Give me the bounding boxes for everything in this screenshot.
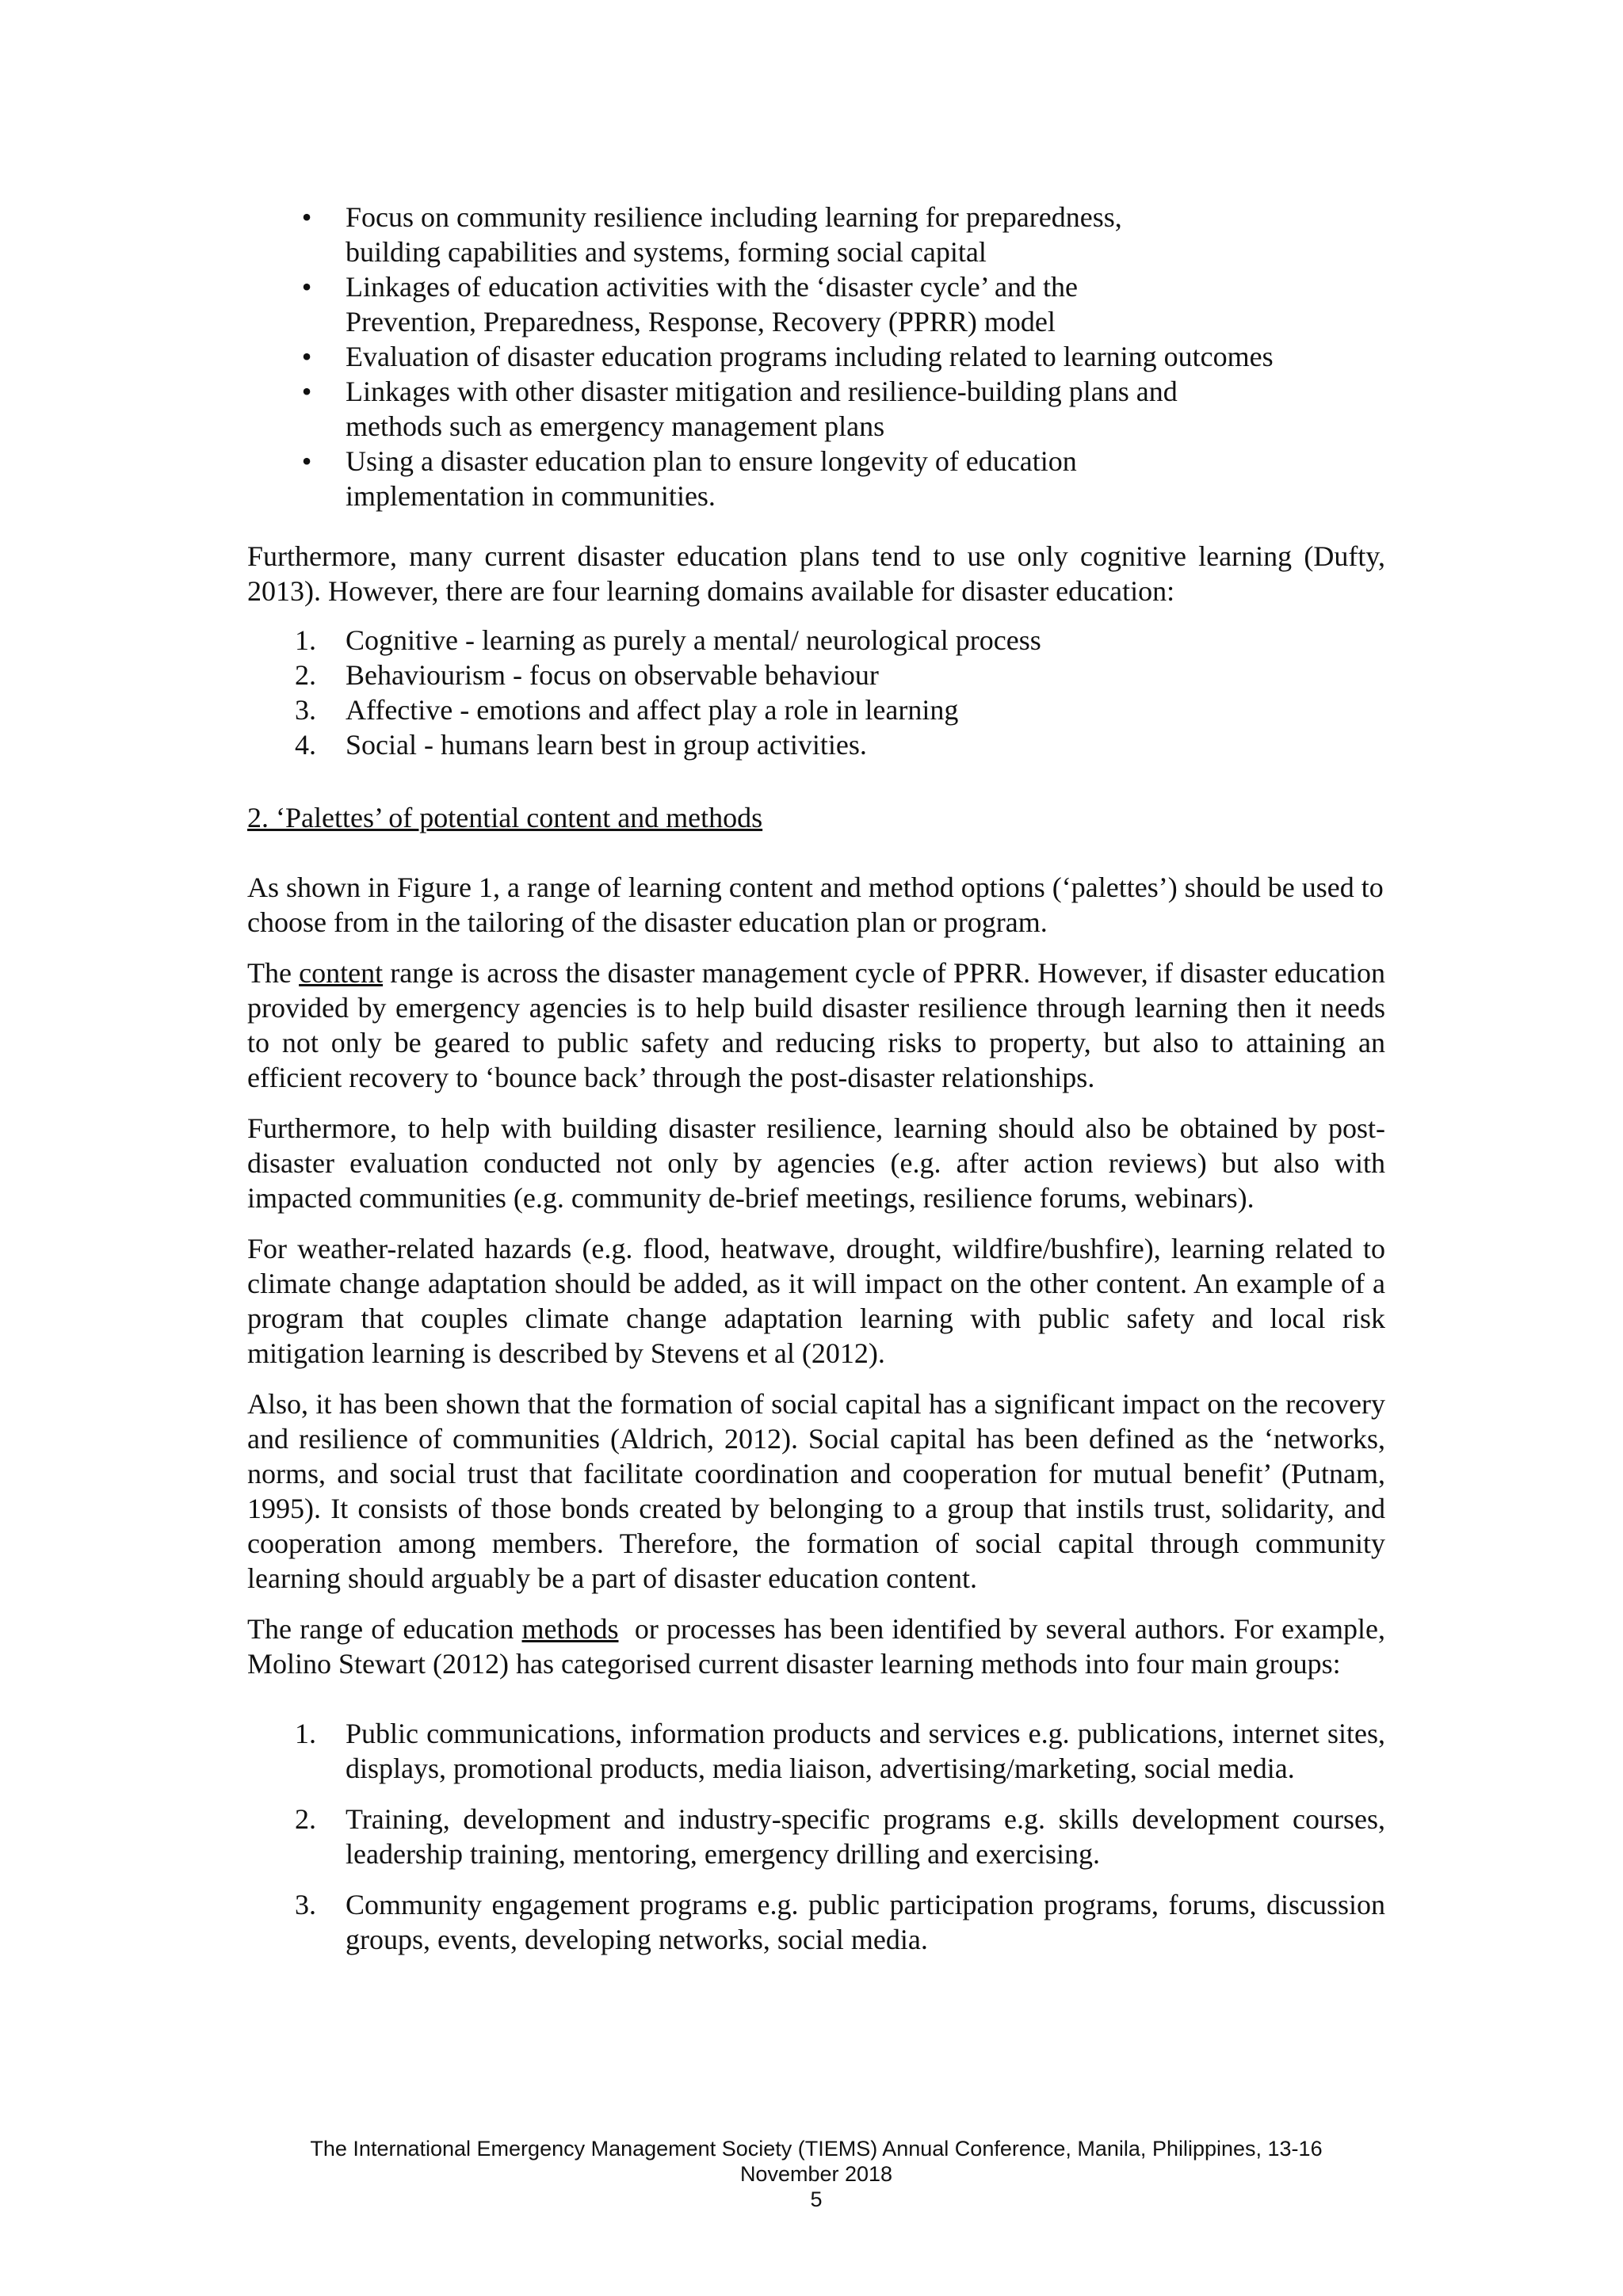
paragraph-weather: For weather-related hazards (e.g. flood, heatwave, drought, wildfire/bushfire), learning related to climate change adaptation should be added, as it will impact on the other content. An example of a program that couples climate change adaptation learning with public safety and local risk mitigation learning is described by Stevens et al (2012). bbox=[247, 1233, 1385, 1369]
list-item: 3. Affective - emotions and affect play a role in learning bbox=[295, 694, 959, 726]
list-number: 3. bbox=[295, 1889, 316, 1920]
paragraph-learning-domains: Furthermore, many current disaster education plans tend to use only cognitive learning (Dufty, 2013). However, there are four learning domains available for disaster education: bbox=[247, 540, 1385, 607]
page-footer bbox=[247, 2136, 1385, 2212]
bullet-icon: • bbox=[301, 201, 312, 233]
bullet-item: • Focus on community resilience including learning for preparedness, building capabilities and systems, forming social capital bbox=[247, 200, 1138, 269]
bullet-icon: • bbox=[301, 445, 312, 477]
list-number: 3. bbox=[295, 694, 316, 726]
methods-list bbox=[247, 1716, 1385, 1973]
list-item: 2. Training, development and industry-specific programs e.g. skills development courses, leadership training, mentoring, emergency drilling and exercising. bbox=[295, 1803, 1385, 1870]
underlined-term: methods bbox=[521, 1613, 619, 1645]
section-heading: 2. ‘Palettes’ of potential content and methods bbox=[247, 802, 763, 833]
list-item: 3. Community engagement programs e.g. public participation programs, forums, discussion groups, events, developing networks, social media. bbox=[295, 1889, 1385, 1955]
list-item: 4. Social - humans learn best in group activities. bbox=[295, 729, 867, 761]
list-number: 2. bbox=[295, 1803, 316, 1835]
footer-conference: The International Emergency Management Society (TIEMS) Annual Conference, Manila, Philippines, 13-16 bbox=[310, 2137, 1323, 2161]
paragraph-methods: The range of education methods or processes has been identified by several authors. For example, Molino Stewart (2012) has categorised current disaster learning methods into four main groups: bbox=[247, 1613, 1393, 1680]
paragraph-social-capital: Also, it has been shown that the formation of social capital has a significant impact on the recovery and resilience of communities (Aldrich, 2012). Social capital has been defined as the ‘networks, norms, and social trust that facilitate coordination and cooperation for mutual benefit’ (Putnam, 1995). It consists of those bonds created by belonging to a group that instils trust, solidarity, and cooperation among members. Therefore, the formation of social capital through community learning should arguably be a part of disaster education content. bbox=[247, 1388, 1385, 1594]
paragraph-figure: As shown in Figure 1, a range of learning content and method options (‘palettes’) should be used to choose from in the tailoring of the disaster education plan or program. bbox=[247, 871, 1384, 938]
bullet-icon: • bbox=[301, 376, 312, 407]
bullet-item: • Evaluation of disaster education programs including related to learning outcomes bbox=[247, 339, 1385, 374]
page-number: 5 bbox=[810, 2187, 823, 2211]
list-number: 1. bbox=[295, 624, 316, 656]
bullet-list bbox=[247, 200, 1385, 513]
bullet-item: • Linkages of education activities with the ‘disaster cycle’ and the Prevention, Preparedness, Response, Recovery (PPRR) model bbox=[247, 269, 1138, 339]
paragraph-evaluation: Furthermore, to help with building disaster resilience, learning should also be obtained by post-disaster evaluation conducted not only by agencies (e.g. after action reviews) but also with impacted communities (e.g. community de-brief meetings, resilience forums, webinars). bbox=[247, 1112, 1385, 1214]
list-item: 1. Public communications, information products and services e.g. publications, internet sites, displays, promotional products, media liaison, advertising/marketing, social media. bbox=[295, 1718, 1385, 1784]
list-number: 4. bbox=[295, 729, 316, 761]
underlined-term: content bbox=[299, 957, 384, 989]
paragraph-content: The content range is across the disaster management cycle of PPRR. However, if disaster education provided by emergency agencies is to help build disaster resilience through learning then it needs to not only be geared to public safety and reducing risks to property, but also to attaining an efficient recovery to ‘bounce back’ through the post-disaster relationships. bbox=[247, 957, 1386, 1093]
bullet-icon: • bbox=[301, 271, 312, 303]
list-item: 1. Cognitive - learning as purely a mental/ neurological process bbox=[295, 624, 1041, 656]
bullet-item: • Using a disaster education plan to ensure longevity of education implementation in communities. bbox=[247, 444, 1217, 513]
bullet-icon: • bbox=[301, 341, 312, 372]
bullet-item: • Linkages with other disaster mitigation and resilience-building plans and methods such as emergency management plans bbox=[247, 374, 1201, 444]
learning-domains-list bbox=[247, 623, 1385, 762]
list-item: 2. Behaviourism - focus on observable behaviour bbox=[295, 659, 879, 691]
footer-date: November 2018 bbox=[739, 2162, 893, 2186]
list-number: 2. bbox=[295, 659, 316, 691]
list-number: 1. bbox=[295, 1718, 316, 1749]
